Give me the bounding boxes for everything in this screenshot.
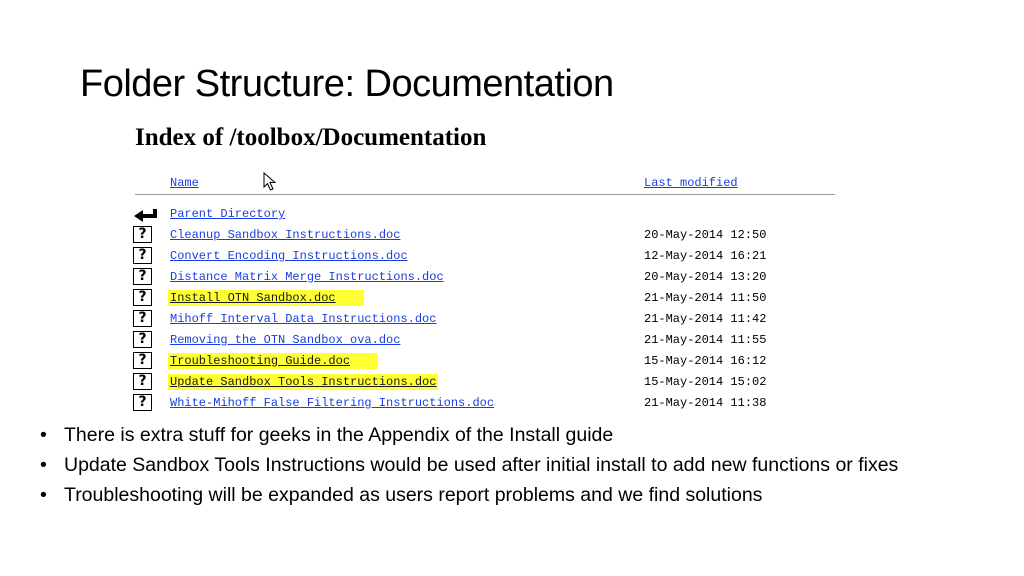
file-link[interactable]: Convert Encoding Instructions.doc [170,249,408,263]
file-last-modified: 21-May-2014 11:38 [644,396,767,410]
file-last-modified: 20-May-2014 13:20 [644,270,767,284]
directory-listing-screenshot [128,118,840,414]
file-list [128,204,840,414]
file-last-modified: 21-May-2014 11:55 [644,333,767,347]
unknown-file-icon: ? [133,310,152,327]
header-divider [135,194,835,195]
parent-directory-link[interactable]: Parent Directory [170,207,286,221]
bullet-item: • Update Sandbox Tools Instructions would be used after initial install to add new functions or fixes [40,450,980,480]
unknown-file-icon: ? [133,331,152,348]
bullet-item: • There is extra stuff for geeks in the Appendix of the Install guide [40,420,980,450]
file-row [128,330,840,351]
unknown-file-icon: ? [133,373,152,390]
file-row [128,288,840,309]
file-row [128,246,840,267]
file-link[interactable]: Cleanup Sandbox Instructions.doc [170,228,401,242]
file-link[interactable]: Install OTN Sandbox.doc [168,290,364,306]
file-last-modified: 21-May-2014 11:50 [644,291,767,305]
unknown-file-icon: ? [133,394,152,411]
slide-title: Folder Structure: Documentation [80,63,614,105]
file-link[interactable]: Removing the OTN Sandbox ova.doc [170,333,401,347]
bullet-list [40,420,980,510]
unknown-file-icon: ? [133,268,152,285]
unknown-file-icon: ? [133,226,152,243]
unknown-file-icon: ? [133,352,152,369]
parent-directory-row [128,204,840,225]
file-row [128,309,840,330]
file-last-modified: 15-May-2014 16:12 [644,354,767,368]
file-link[interactable]: Update Sandbox Tools Instructions.doc [170,375,437,389]
file-row [128,351,840,372]
file-link[interactable]: Distance Matrix Merge Instructions.doc [170,270,444,284]
column-header-name[interactable]: Name [170,176,199,190]
file-row [128,225,840,246]
file-row [128,393,840,414]
bullet-item: • Troubleshooting will be expanded as users report problems and we find solutions [40,480,980,510]
file-last-modified: 15-May-2014 15:02 [644,375,767,389]
file-last-modified: 20-May-2014 12:50 [644,228,767,242]
file-last-modified: 12-May-2014 16:21 [644,249,767,263]
unknown-file-icon: ? [133,247,152,264]
file-row [128,372,840,393]
file-row [128,267,840,288]
column-header-last-modified[interactable]: Last modified [644,176,738,190]
file-link[interactable]: Mihoff Interval Data Instructions.doc [170,312,437,326]
file-link[interactable]: White-Mihoff False Filtering Instructions.doc [170,396,495,410]
unknown-file-icon: ? [133,289,152,306]
mouse-pointer-icon [263,172,279,192]
back-arrow-icon [133,206,159,222]
file-last-modified: 21-May-2014 11:42 [644,312,767,326]
index-heading: Index of /toolbox/Documentation [135,124,487,151]
file-link[interactable]: Troubleshooting Guide.doc [168,353,378,369]
